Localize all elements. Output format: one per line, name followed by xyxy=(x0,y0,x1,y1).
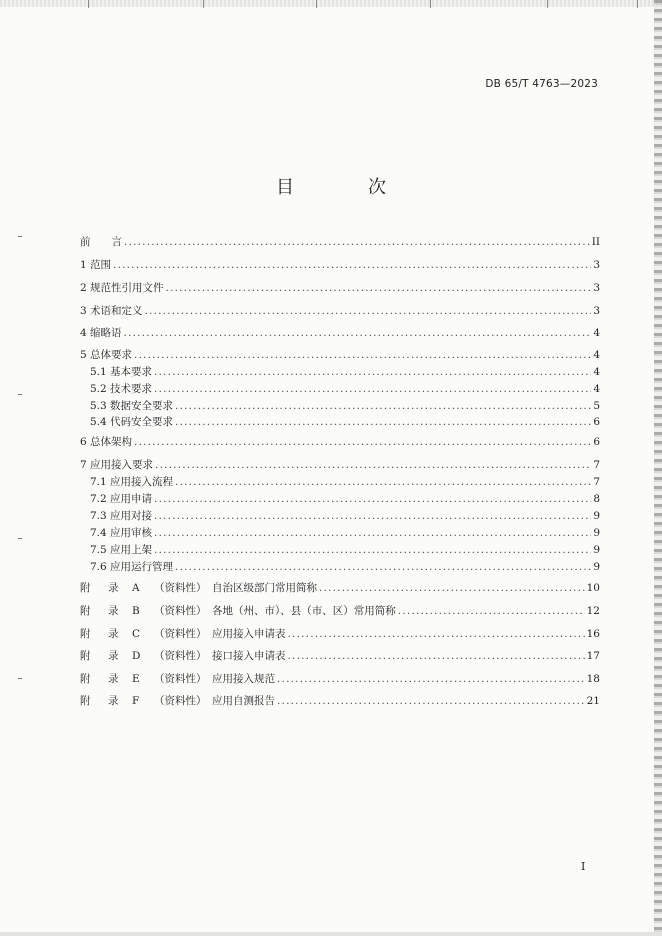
toc-entry-foreword[interactable] xyxy=(80,233,600,251)
toc-page: 4 xyxy=(593,383,600,395)
appendix-title: 自治区级部门常用简称 xyxy=(212,582,317,594)
appendix-letter: B xyxy=(132,605,140,617)
toc-leader xyxy=(166,279,592,297)
toc-label: 2 规范性引用文件 xyxy=(80,282,164,294)
margin-mark xyxy=(18,236,22,237)
toc-entry-5[interactable] xyxy=(80,346,600,364)
appendix-word: 录 xyxy=(108,695,119,707)
toc-appendix-b[interactable] xyxy=(80,602,600,620)
toc-label: 5 总体要求 xyxy=(80,349,133,361)
toc-leader xyxy=(288,647,585,665)
toc-label: 3 术语和定义 xyxy=(80,305,143,317)
appendix-label xyxy=(80,625,286,643)
toc-appendix-c[interactable] xyxy=(80,625,600,643)
toc-leader xyxy=(154,363,591,381)
toc-entry-5-1[interactable] xyxy=(90,363,600,381)
toc-entry-5-4[interactable] xyxy=(90,413,600,431)
scan-ticks xyxy=(0,0,662,8)
toc-label: 5.1 基本要求 xyxy=(90,366,153,378)
toc-label: 7.1 应用接入流程 xyxy=(90,476,174,488)
appendix-label xyxy=(80,692,275,710)
toc-entry-3[interactable] xyxy=(80,302,600,320)
toc-leader xyxy=(145,302,592,320)
toc-entry-7-1[interactable] xyxy=(90,473,600,491)
appendix-title: 各地（州、市）、县（市、区）常用简称 xyxy=(212,605,396,617)
appendix-letter: A xyxy=(132,582,140,594)
appendix-word: 录 xyxy=(108,650,119,662)
appendix-type: （资料性） xyxy=(154,582,207,594)
toc-entry-7-4[interactable] xyxy=(90,524,600,542)
toc-label: 7.2 应用申请 xyxy=(90,493,153,505)
toc-leader xyxy=(134,433,591,451)
appendix-type: （资料性） xyxy=(154,605,207,617)
toc-leader xyxy=(154,380,591,398)
toc-entry-7-2[interactable] xyxy=(90,490,600,508)
toc-page: 5 xyxy=(593,400,600,412)
appendix-title: 应用接入规范 xyxy=(212,673,275,685)
toc-leader xyxy=(124,233,590,251)
appendix-word: 录 xyxy=(108,582,119,594)
toc-entry-1[interactable] xyxy=(80,256,600,274)
appendix-word: 附 xyxy=(80,695,91,707)
appendix-label xyxy=(80,670,275,688)
standard-number: DB 65/T 4763—2023 xyxy=(485,78,598,90)
toc-entry-7[interactable] xyxy=(80,456,600,474)
toc-leader xyxy=(319,579,585,597)
appendix-type: （资料性） xyxy=(154,673,207,685)
toc-page: 9 xyxy=(593,544,600,556)
scan-right-edge xyxy=(654,0,662,936)
toc-page: 9 xyxy=(593,527,600,539)
toc-leader xyxy=(155,456,591,474)
toc-label: 7.4 应用审核 xyxy=(90,527,153,539)
toc-page: II xyxy=(591,236,600,248)
toc-label: 5.3 数据安全要求 xyxy=(90,400,174,412)
toc-label: 5.2 技术要求 xyxy=(90,383,153,395)
toc-leader xyxy=(288,625,585,643)
toc-label: 5.4 代码安全要求 xyxy=(90,416,174,428)
toc-leader xyxy=(277,670,585,688)
toc-page: 9 xyxy=(593,510,600,522)
page-number: I xyxy=(581,860,586,873)
toc-leader xyxy=(154,541,591,559)
toc-entry-2[interactable] xyxy=(80,279,600,297)
toc-page: 18 xyxy=(586,673,600,685)
scan-bottom-edge xyxy=(0,932,662,936)
toc-label: 7.5 应用上架 xyxy=(90,544,153,556)
toc-page: 3 xyxy=(593,259,600,271)
toc-page: 7 xyxy=(593,459,600,471)
toc-label: 7 应用接入要求 xyxy=(80,459,154,471)
appendix-word: 录 xyxy=(108,628,119,640)
appendix-word: 附 xyxy=(80,673,91,685)
toc-label: 前 言 xyxy=(80,236,122,248)
toc-entry-6[interactable] xyxy=(80,433,600,451)
toc-leader xyxy=(154,507,591,525)
toc-leader xyxy=(154,524,591,542)
appendix-letter: D xyxy=(132,650,141,662)
toc-page: 10 xyxy=(586,582,600,594)
toc-entry-7-6[interactable] xyxy=(90,558,600,576)
toc-leader xyxy=(124,324,592,342)
toc-page: 7 xyxy=(593,476,600,488)
appendix-title: 接口接入申请表 xyxy=(212,650,286,662)
margin-mark xyxy=(18,678,22,679)
toc-page: 16 xyxy=(586,628,600,640)
appendix-word: 附 xyxy=(80,628,91,640)
toc-label: 7.3 应用对接 xyxy=(90,510,153,522)
toc-label: 7.6 应用运行管理 xyxy=(90,561,174,573)
appendix-word: 录 xyxy=(108,673,119,685)
appendix-label xyxy=(80,579,317,597)
toc-page: 3 xyxy=(593,305,600,317)
toc-leader xyxy=(175,473,591,491)
toc-page: 9 xyxy=(593,561,600,573)
toc-label: 1 范围 xyxy=(80,259,112,271)
toc-page: 6 xyxy=(593,436,600,448)
toc-entry-5-2[interactable] xyxy=(90,380,600,398)
toc-page: 3 xyxy=(593,282,600,294)
toc-page: 4 xyxy=(593,366,600,378)
appendix-label xyxy=(80,647,286,665)
toc-leader xyxy=(113,256,591,274)
page-title: 目 次 xyxy=(276,177,414,198)
appendix-word: 附 xyxy=(80,582,91,594)
toc-appendix-e[interactable] xyxy=(80,670,600,688)
toc-appendix-d[interactable] xyxy=(80,647,600,665)
toc-entry-4[interactable] xyxy=(80,324,600,342)
toc-entry-7-3[interactable] xyxy=(90,507,600,525)
toc-label: 4 缩略语 xyxy=(80,327,122,339)
toc-leader xyxy=(175,558,591,576)
appendix-letter: E xyxy=(132,673,140,685)
appendix-type: （资料性） xyxy=(154,628,207,640)
toc-leader xyxy=(277,692,585,710)
appendix-type: （资料性） xyxy=(154,695,207,707)
toc-leader xyxy=(398,602,585,620)
appendix-type: （资料性） xyxy=(154,650,207,662)
appendix-letter: C xyxy=(132,628,141,640)
toc-page: 17 xyxy=(586,650,600,662)
margin-mark xyxy=(18,394,22,395)
toc-leader xyxy=(175,413,591,431)
toc-page: 4 xyxy=(593,349,600,361)
toc-entry-7-5[interactable] xyxy=(90,541,600,559)
toc-appendix-f[interactable] xyxy=(80,692,600,710)
toc-page: 4 xyxy=(593,327,600,339)
toc-page: 6 xyxy=(593,416,600,428)
appendix-word: 附 xyxy=(80,605,91,617)
appendix-word: 录 xyxy=(108,605,119,617)
toc-appendix-a[interactable] xyxy=(80,579,600,597)
appendix-letter: F xyxy=(132,695,140,707)
appendix-title: 应用自测报告 xyxy=(212,695,275,707)
margin-mark xyxy=(18,538,22,539)
appendix-title: 应用接入申请表 xyxy=(212,628,286,640)
toc-label: 6 总体架构 xyxy=(80,436,133,448)
toc-leader xyxy=(154,490,591,508)
toc-page: 8 xyxy=(593,493,600,505)
appendix-word: 附 xyxy=(80,650,91,662)
appendix-label xyxy=(80,602,396,620)
toc-leader xyxy=(134,346,591,364)
toc-page: 21 xyxy=(586,695,600,707)
toc-page: 12 xyxy=(586,605,600,617)
